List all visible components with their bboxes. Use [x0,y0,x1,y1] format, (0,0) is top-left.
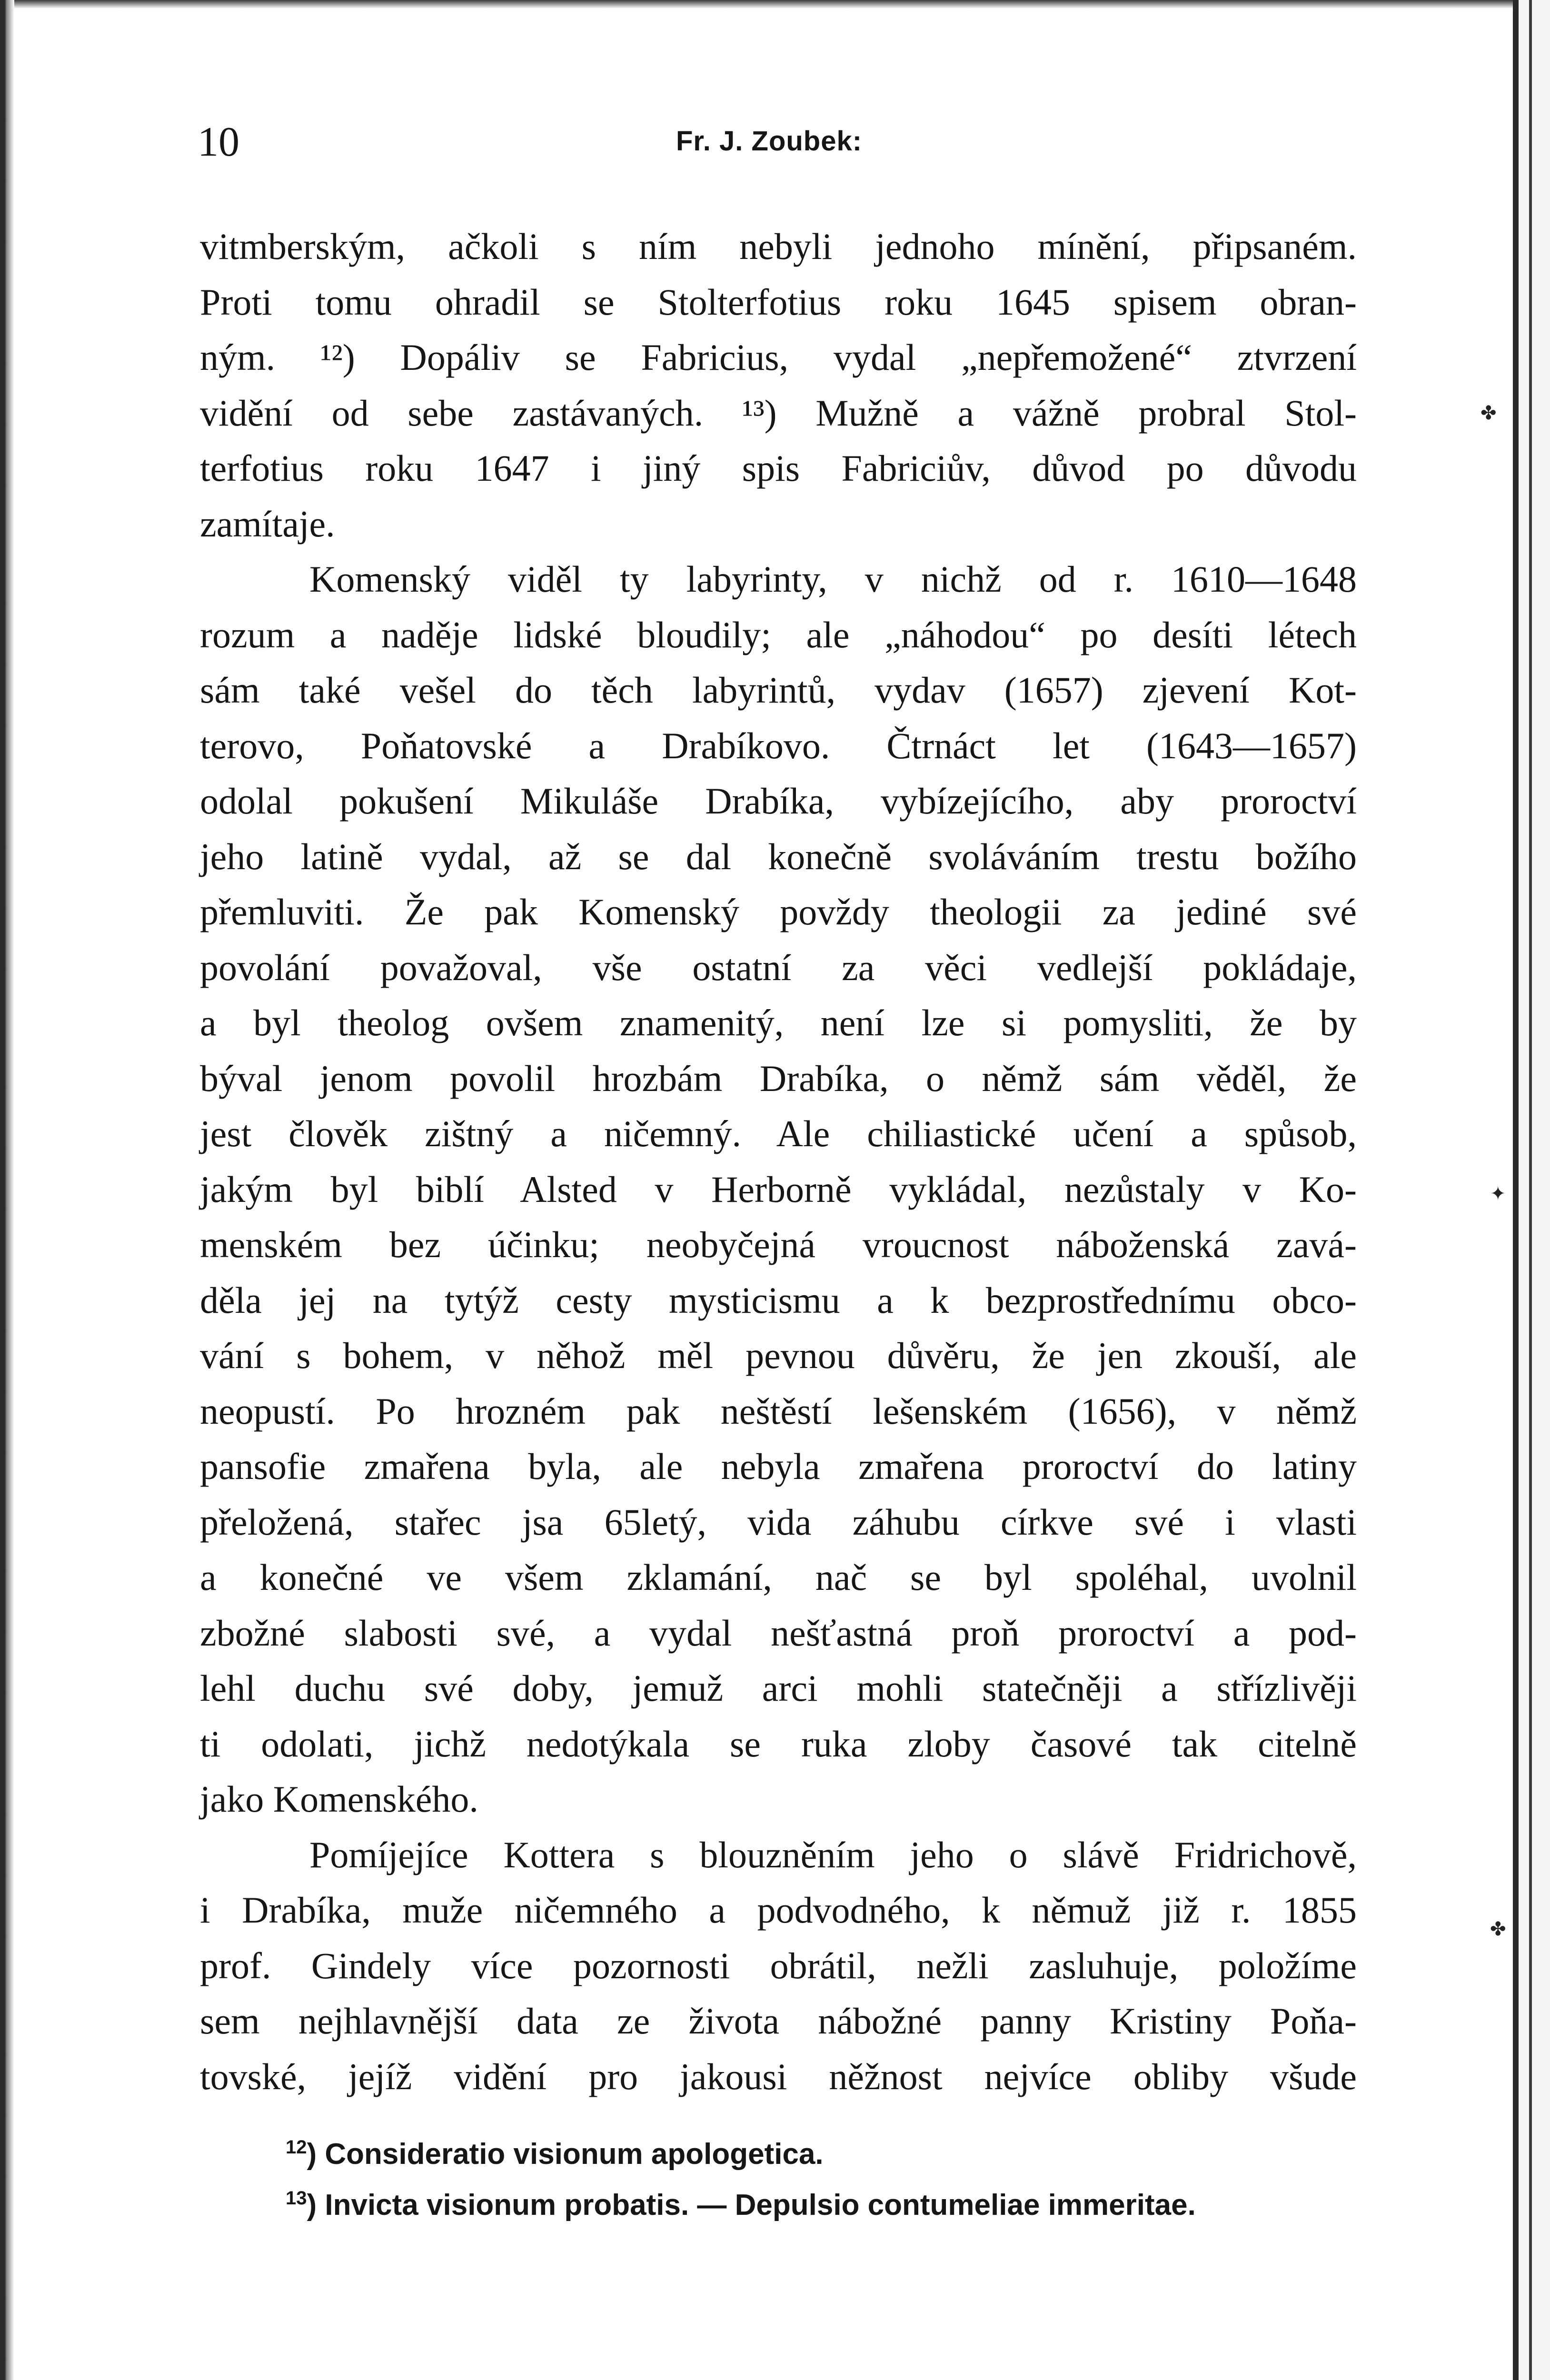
text-line: lehl duchu své doby, jemuž arci mohli statečněji a střízlivěji [200,1667,1357,1709]
footnote-mark: 12 [286,2137,307,2158]
text-line: ným. ¹²) Dopáliv se Fabricius, vydal „nepřemožené“ ztvrzení [200,337,1357,378]
text-line: vání s bohem, v něhož měl pevnou důvěru, že jen zkouší, ale [200,1335,1357,1376]
text-line: zamítaje. [200,503,335,545]
text-line: odolal pokušení Mikuláše Drabíka, vybízejícího, aby proroctví [200,780,1357,822]
text-line: pansofie zmařena byla, ale nebyla zmařena proroctví do latiny [200,1446,1357,1487]
running-head: Fr. J. Zoubek: [676,126,863,157]
footnotes [286,2125,1357,2227]
text-line: Komenský viděl ty labyrinty, v nichž od r. 1610—1648 [309,558,1357,600]
scan-edge-right [1519,0,1550,2380]
scan-edge-top [0,0,1550,9]
text-line: přemluviti. Že pak Komenský povždy theologii za jediné své [200,891,1357,932]
footnote-13 [286,2176,1357,2227]
scan-speck: ✤ [1480,402,1497,424]
text-line: menském bez účinku; neobyčejná vroucnost náboženská zavá- [200,1224,1357,1265]
scan-edge-left [0,0,14,2380]
scan-border-line [1529,0,1532,2380]
text-line: děla jej na tytýž cesty mysticismu a k bezprostřednímu obco- [200,1279,1357,1321]
text-line: jeho latině vydal, až se dal konečně svoláváním trestu božího [200,835,1357,877]
text-line: zbožné slabosti své, a vydal nešťastná proň proroctví a pod- [200,1612,1357,1654]
page-number: 10 [198,119,239,165]
text-line: sem nejhlavnější data ze života nábožné panny Kristiny Poňa- [200,2000,1357,2042]
text-line: a konečné ve všem zklamání, nač se byl spoléhal, uvolnil [200,1557,1357,1598]
text-line: povolání považoval, vše ostatní za věci vedlejší pokládaje, [200,946,1357,988]
text-line: jako Komenského. [200,1778,478,1820]
text-line: býval jenom povolil hrozbám Drabíka, o němž sám věděl, že [200,1057,1357,1099]
footnote-text: ) Invicta visionum probatis. — Depulsio contumeliae immeritae. [307,2189,1196,2221]
scan-speck: ✤ [1490,1918,1506,1940]
footnote-mark: 13 [286,2188,307,2209]
text-line: sám také vešel do těch labyrintů, vydav (1657) zjevení Kot- [200,669,1357,711]
text-line: prof. Gindely více pozornosti obrátil, nežli zasluhuje, položíme [200,1944,1357,1986]
text-line: vidění od sebe zastávaných. ¹³) Mužně a vážně probral Stol- [200,392,1357,434]
text-line: jakým byl biblí Alsted v Herborně vykládal, nezůstaly v Ko- [200,1168,1357,1210]
text-line: jest člověk zištný a ničemný. Ale chiliastické učení a spůsob, [200,1113,1357,1154]
text-line: terfotius roku 1647 i jiný spis Fabriciův, důvod po důvodu [200,447,1357,489]
text-line: vitmberským, ačkoli s ním nebyli jednoho mínění, připsaném. [200,226,1357,267]
text-line: terovo, Poňatovské a Drabíkovo. Čtrnáct let (1643—1657) [200,724,1357,766]
scan-speck: ✦ [1490,1183,1506,1205]
text-line: neopustí. Po hrozném pak neštěstí lešenském (1656), v němž [200,1390,1357,1432]
text-line: Pomíjejíce Kottera s blouzněním jeho o slávě Fridrichově, [309,1834,1357,1875]
text-line: tovské, jejíž vidění pro jakousi něžnost nejvíce obliby všude [200,2055,1357,2097]
text-line: i Drabíka, muže ničemného a podvodného, k němuž již r. 1855 [200,1889,1357,1931]
text-line: přeložená, stařec jsa 65letý, vida záhubu církve své i vlasti [200,1501,1357,1543]
scan-border-line [1513,0,1519,2380]
text-line: ti odolati, jichž nedotýkala se ruka zloby časové tak citelně [200,1723,1357,1765]
footnote-12 [286,2125,1357,2176]
text-line: rozum a naděje lidské bloudily; ale „náhodou“ po desíti létech [200,614,1357,655]
text-line: Proti tomu ohradil se Stolterfotius roku 1645 spisem obran- [200,281,1357,323]
body-text [200,219,1357,2104]
footnote-text: ) Consideratio visionum apologetica. [307,2138,824,2171]
text-line: a byl theolog ovšem znamenitý, není lze si pomysliti, že by [200,1002,1357,1043]
